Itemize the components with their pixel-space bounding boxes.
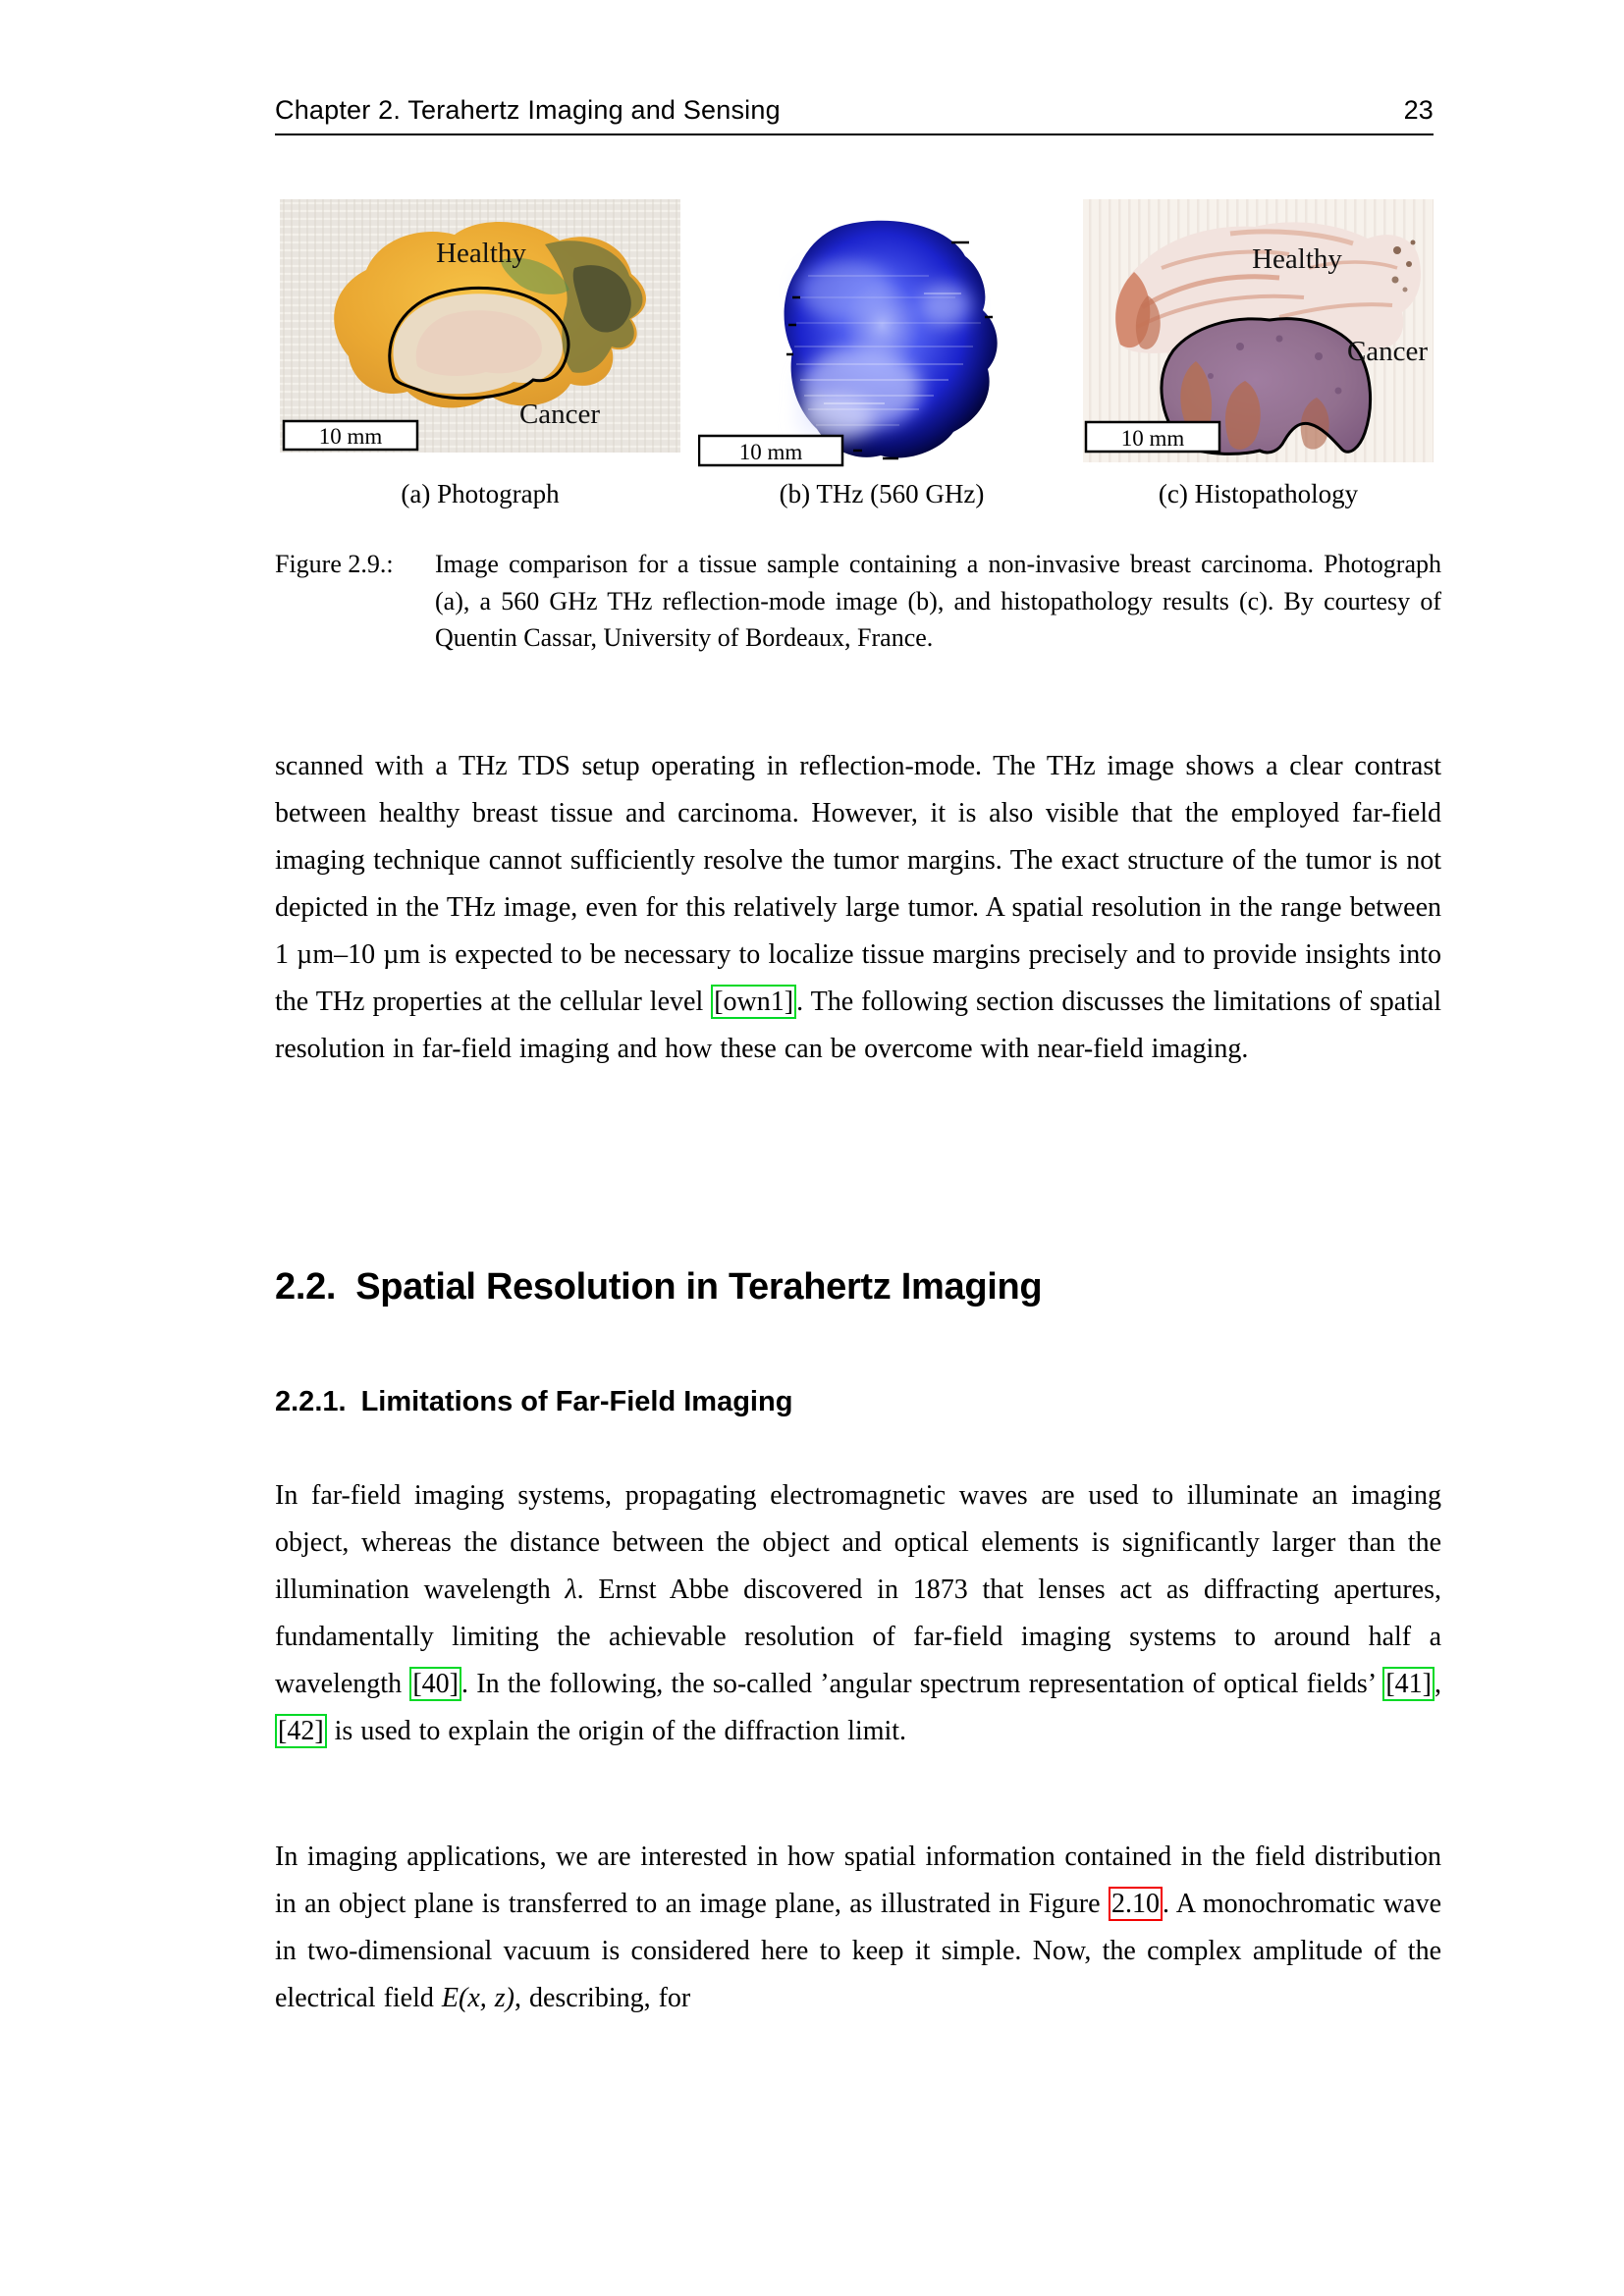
scalebar-c (1086, 422, 1219, 452)
panel-thz (698, 207, 1066, 470)
p2-text-2: . Ernst Abbe discovered in 1873 that lenses act as diffracting apertures, fundamentally limiting the achievable resolution of far-field imaging systems to around half a wavelength (275, 1575, 1441, 1699)
histopathology-image (1083, 199, 1434, 462)
lambda-symbol: λ (565, 1575, 577, 1605)
citation-40-link[interactable]: [40] (409, 1667, 461, 1701)
healthy-label-c: Healthy (1252, 243, 1342, 275)
subcaptions (280, 479, 1434, 509)
subcaption-c: (c) Histopathology (1158, 479, 1359, 508)
panel-histopathology (1083, 199, 1434, 462)
subcaption-b: (b) THz (560 GHz) (779, 479, 985, 508)
scalebar-a (284, 421, 417, 450)
figure-caption-text: Image comparison for a tissue sample containing a non-invasive breast carcinoma. Photograph (a), a 560 GHz THz reflection-mode image (b), and histopathology results (c). By courtesy of Quentin Cassar, University of Bordeaux, France. (435, 550, 1441, 652)
cancer-label-a: Cancer (518, 399, 601, 430)
subsection-heading-2-2-1 (275, 1386, 792, 1418)
thz-image (698, 207, 1066, 470)
panel-photograph (280, 199, 680, 453)
p3-text-3: , describing, for (514, 1983, 691, 2013)
p2-text-5: is used to explain the origin of the diffraction limit. (326, 1716, 907, 1746)
paragraph-2 (275, 1472, 1441, 1755)
section-number: 2.2. (275, 1266, 337, 1308)
p1-text-1: scanned with a THz TDS setup operating in reflection-mode. The THz image shows a clear contrast between healthy breast tissue and carcinoma. However, it is also visible that the employed far-field imaging technique cannot sufficiently resolve the tumor margins. The exact structure of the tumor is not depicted in the THz image, even for this relatively large tumor. A spatial resolution in the range between 1 µm–10 µm is expected to be necessary to localize tissue margins precisely and to provide insights into the THz properties at the cellular level (275, 751, 1441, 1017)
section-title: Spatial Resolution in Terahertz Imaging (355, 1266, 1043, 1308)
chapter-header: Chapter 2. Terahertz Imaging and Sensing (275, 95, 781, 125)
scalebar-b-text: 10 mm (738, 440, 802, 464)
figure-2-10-reference-link[interactable]: 2.10 (1109, 1887, 1163, 1921)
citation-own1-link[interactable]: [own1] (711, 985, 796, 1019)
subsection-title: Limitations of Far-Field Imaging (360, 1386, 793, 1417)
section-heading-2-2 (275, 1266, 1042, 1308)
subcaption-a: (a) Photograph (401, 479, 560, 508)
paragraph-3 (275, 1834, 1441, 2022)
cancer-label-c: Cancer (1346, 336, 1429, 367)
p2-text-3: . In the following, the so-called ’angular spectrum representation of optical fields’ (460, 1669, 1383, 1699)
p3-text-2: . A monochromatic wave in two-dimensional vacuum is considered here to keep it simple. Now, the complex amplitude of the electrical field (275, 1889, 1442, 2013)
citation-42-link[interactable]: [42] (275, 1714, 327, 1748)
citation-41-link[interactable]: [41] (1382, 1667, 1435, 1701)
paragraph-1 (275, 743, 1441, 1073)
p2-text-4: , (1435, 1669, 1441, 1699)
p1-text-2: . The following section discusses the limitations of spatial resolution in far-field imaging and how these can be overcome with near-field imaging. (275, 987, 1441, 1064)
page-header (275, 90, 1434, 135)
p2-text-1: In far-field imaging systems, propagating electromagnetic waves are used to illuminate an imaging object, whereas the distance between the object and optical elements is significantly larger than the illumination wavelength (275, 1480, 1441, 1605)
tissue-photograph-image (280, 199, 680, 453)
subsection-number: 2.2.1. (275, 1386, 347, 1417)
p3-text-1: In imaging applications, we are interested in how spatial information contained in the field distribution in an object plane is transferred to an image plane, as illustrated in Figure (275, 1842, 1441, 1919)
scalebar-c-text: 10 mm (1120, 426, 1185, 451)
scalebar-a-text: 10 mm (318, 424, 383, 449)
page-number: 23 (1403, 95, 1434, 125)
healthy-label-a: Healthy (436, 238, 526, 269)
scalebar-b (699, 436, 862, 465)
figure-2-9 (280, 199, 1434, 466)
figure-caption-tag: Figure 2.9.: (275, 550, 394, 578)
figure-caption (275, 546, 1441, 657)
efield-math: E(x, z) (441, 1983, 514, 2013)
